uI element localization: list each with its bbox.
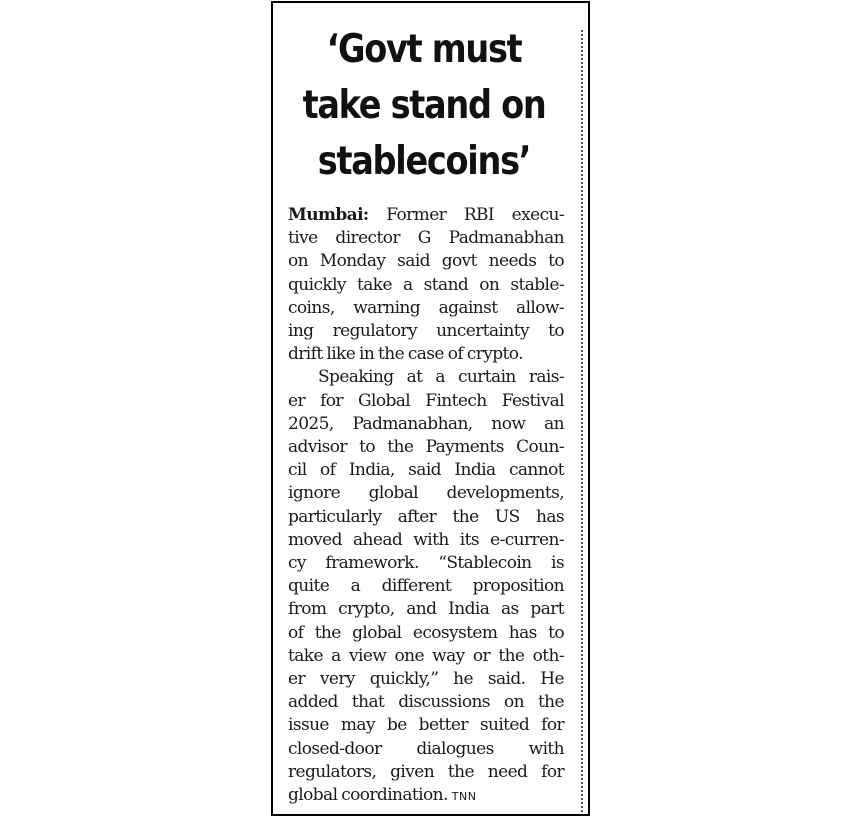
body-line: issue may be better suited for xyxy=(288,715,564,736)
body-line: er for Global Fintech Festival xyxy=(288,390,564,411)
body-line: 2025, Padmanabhan, now an xyxy=(288,413,564,434)
body-line: drift like in the case of crypto. xyxy=(288,344,523,365)
body-line: coins, warning against allow- xyxy=(288,297,564,318)
body-line xyxy=(288,204,564,227)
body-line: tive director G Padmanabhan xyxy=(288,228,564,249)
article-body xyxy=(288,204,564,808)
body-line: added that discussions on the xyxy=(288,692,564,713)
body-line: ing regulatory uncertainty to xyxy=(288,321,564,342)
headline-line: ‘Govt must xyxy=(326,27,522,72)
body-line: regulators, given the need for xyxy=(288,761,564,782)
headline-line: take stand on xyxy=(302,83,546,128)
body-line: ignore global developments, xyxy=(288,483,564,504)
body-line: take a view one way or the oth- xyxy=(288,645,564,666)
body-line: Speaking at a curtain rais- xyxy=(318,367,564,388)
body-line: of the global ecosystem has to xyxy=(288,622,564,643)
headline xyxy=(302,22,546,190)
body-line: moved ahead with its e-curren- xyxy=(288,529,564,550)
body-line xyxy=(288,784,564,808)
body-line: particularly after the US has xyxy=(288,506,564,527)
body-line: advisor to the Payments Coun- xyxy=(288,437,564,458)
body-line: closed-door dialogues with xyxy=(288,738,564,759)
body-line: from crypto, and India as part xyxy=(288,599,564,620)
body-line: cy framework. “Stablecoin is xyxy=(288,553,564,574)
body-text: global coordination. xyxy=(288,785,448,806)
body-text: Former RBI execu- xyxy=(368,205,564,225)
agency-credit: TNN xyxy=(451,790,477,804)
body-line: quite a different proposition xyxy=(288,576,564,597)
body-line: on Monday said govt needs to xyxy=(288,251,564,272)
dateline: Mumbai: xyxy=(288,205,369,225)
headline-line: stablecoins’ xyxy=(317,139,531,184)
body-line: cil of India, said India cannot xyxy=(288,460,564,481)
column-divider xyxy=(581,30,583,812)
body-line: er very quickly,” he said. He xyxy=(288,669,564,690)
body-line: quickly take a stand on stable- xyxy=(288,274,564,295)
